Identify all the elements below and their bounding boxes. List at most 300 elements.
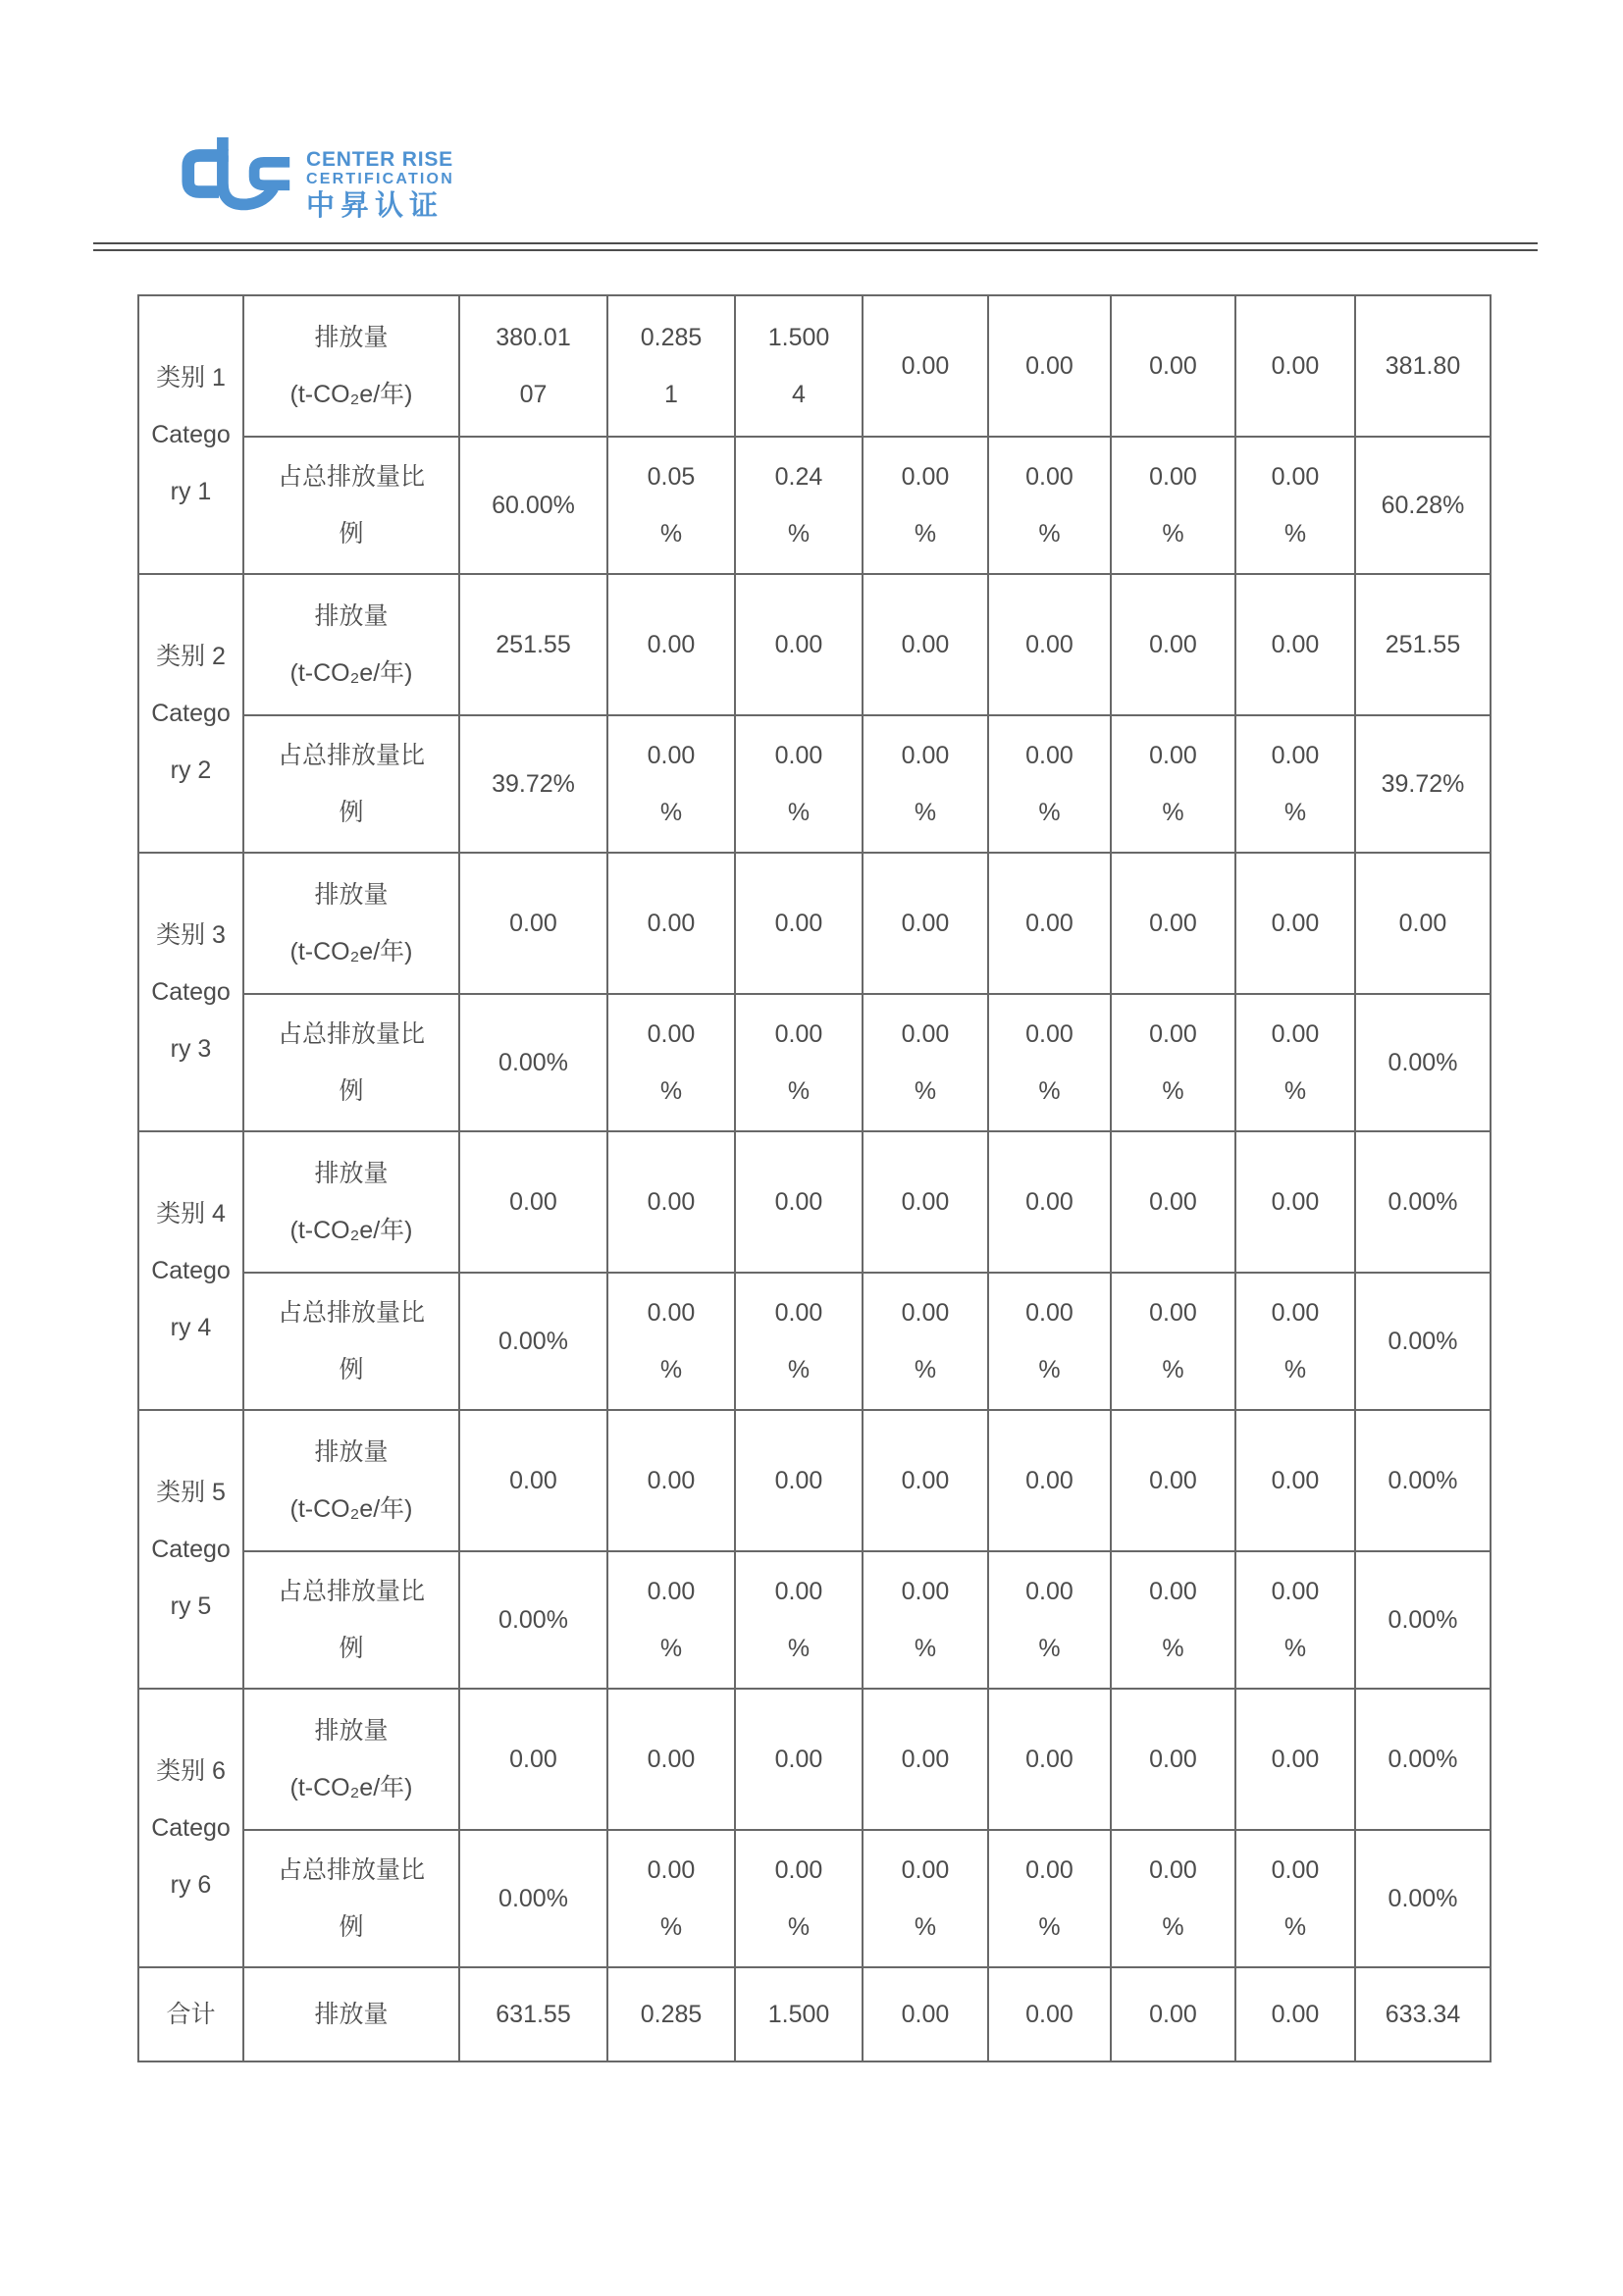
text-line: 0.00% bbox=[498, 1328, 568, 1355]
text-line: Catego bbox=[151, 700, 231, 727]
category-3-emission-value-8 bbox=[1355, 853, 1491, 994]
text-line: 0.00 bbox=[901, 1188, 950, 1216]
category-2-label bbox=[138, 574, 243, 853]
text-line: 0.00 bbox=[1149, 1020, 1197, 1048]
category-3-emission-row bbox=[138, 853, 1491, 994]
text-line: 0.00 bbox=[1025, 1188, 1073, 1216]
text-line: 0.00 bbox=[647, 1578, 696, 1605]
text-line: 0.00 bbox=[509, 1467, 557, 1494]
emissions-table-body bbox=[138, 295, 1491, 2061]
text-line: 0.00 bbox=[774, 1856, 823, 1884]
text-line: 排放量 bbox=[314, 602, 389, 630]
text-line: 0.00 bbox=[1271, 742, 1320, 769]
category-3-emission-value-6 bbox=[1111, 853, 1235, 994]
text-line: 0.00 bbox=[647, 1188, 696, 1216]
text-line: 0.00 bbox=[774, 1188, 823, 1216]
category-2-emission-value-5 bbox=[988, 574, 1111, 715]
total-label bbox=[138, 1967, 243, 2061]
category-2-share-value-6 bbox=[1111, 715, 1235, 853]
text-line: % bbox=[1162, 520, 1184, 548]
total-row bbox=[138, 1967, 1491, 2061]
text-line: (t-CO₂e/年) bbox=[289, 1495, 413, 1523]
text-line: Catego bbox=[151, 1814, 231, 1842]
text-line: % bbox=[1162, 1913, 1184, 1941]
text-line: 0.00 bbox=[1025, 910, 1073, 937]
category-5-emission-value-5 bbox=[988, 1410, 1111, 1551]
text-line: 0.00% bbox=[1387, 1746, 1458, 1773]
category-2-emission-value-1 bbox=[459, 574, 607, 715]
text-line: 0.00 bbox=[1025, 631, 1073, 658]
total-value-7 bbox=[1235, 1967, 1355, 2061]
text-line: % bbox=[787, 799, 811, 826]
category-3-share-value-2 bbox=[607, 994, 735, 1131]
category-5-emission-value-3 bbox=[735, 1410, 863, 1551]
category-3-share-value-1 bbox=[459, 994, 607, 1131]
category-1-share-value-5 bbox=[988, 437, 1111, 574]
category-1-share-value-6 bbox=[1111, 437, 1235, 574]
category-3-share-row bbox=[138, 994, 1491, 1131]
text-line: 0.00% bbox=[1387, 1606, 1458, 1634]
text-line: 0.00 bbox=[774, 742, 823, 769]
text-line: 0.00 bbox=[1025, 1856, 1073, 1884]
category-1-emission-value-4 bbox=[863, 295, 988, 437]
category-2-share-value-7 bbox=[1235, 715, 1355, 853]
text-line: 0.00 bbox=[647, 1020, 696, 1048]
category-5-emission-row bbox=[138, 1410, 1491, 1551]
text-line: 380.01 bbox=[496, 324, 571, 351]
text-line: 0.00% bbox=[498, 1049, 568, 1076]
text-line: % bbox=[1162, 799, 1184, 826]
category-5-share-value-7 bbox=[1235, 1551, 1355, 1689]
category-6-label bbox=[138, 1689, 243, 1967]
text-line: (t-CO₂e/年) bbox=[289, 381, 413, 408]
text-line: 0.00 bbox=[774, 1578, 823, 1605]
category-1-share-value-4 bbox=[863, 437, 988, 574]
text-line: 合计 bbox=[166, 2001, 216, 2028]
text-line: 例 bbox=[339, 1913, 364, 1941]
total-value-4 bbox=[863, 1967, 988, 2061]
text-line: % bbox=[1283, 1913, 1307, 1941]
category-5-emission-value-4 bbox=[863, 1410, 988, 1551]
text-line: % bbox=[1162, 1356, 1184, 1383]
text-line: 1.500 bbox=[767, 2001, 830, 2028]
text-line: % bbox=[914, 799, 937, 826]
text-line: 0.00 bbox=[774, 631, 823, 658]
text-line: 0.00 bbox=[1149, 2001, 1197, 2028]
text-line: 排放量 bbox=[314, 2001, 389, 2028]
emission-row-header bbox=[243, 853, 459, 994]
text-line: 0.00 bbox=[1398, 910, 1447, 937]
category-2-emission-value-7 bbox=[1235, 574, 1355, 715]
text-line: % bbox=[1038, 1913, 1061, 1941]
text-line: % bbox=[914, 1356, 937, 1383]
category-5-share-value-5 bbox=[988, 1551, 1111, 1689]
text-line: 0.00% bbox=[498, 1885, 568, 1912]
text-line: 0.00 bbox=[509, 910, 557, 937]
text-line: % bbox=[659, 799, 683, 826]
text-line: 39.72% bbox=[492, 770, 575, 798]
category-4-emission-row bbox=[138, 1131, 1491, 1273]
category-6-emission-value-5 bbox=[988, 1689, 1111, 1830]
emission-row-header bbox=[243, 295, 459, 437]
text-line: 0.00 bbox=[901, 352, 950, 380]
text-line: 0.00 bbox=[901, 1578, 950, 1605]
text-line: 0.00% bbox=[1387, 1049, 1458, 1076]
category-5-share-value-4 bbox=[863, 1551, 988, 1689]
text-line: Catego bbox=[151, 421, 231, 448]
category-2-share-value-4 bbox=[863, 715, 988, 853]
text-line: (t-CO₂e/年) bbox=[289, 1774, 413, 1801]
category-5-share-value-2 bbox=[607, 1551, 735, 1689]
category-6-emission-value-4 bbox=[863, 1689, 988, 1830]
category-6-share-value-6 bbox=[1111, 1830, 1235, 1967]
category-1-emission-value-8 bbox=[1355, 295, 1491, 437]
share-row-header bbox=[243, 994, 459, 1131]
text-line: ry 6 bbox=[170, 1871, 212, 1899]
text-line: % bbox=[1283, 1356, 1307, 1383]
text-line: 0.00 bbox=[1271, 631, 1320, 658]
text-line: 0.285 bbox=[640, 324, 703, 351]
text-line: 0.00 bbox=[647, 1467, 696, 1494]
text-line: % bbox=[659, 520, 683, 548]
category-5-share-row bbox=[138, 1551, 1491, 1689]
category-2-share-value-8 bbox=[1355, 715, 1491, 853]
category-5-share-value-3 bbox=[735, 1551, 863, 1689]
category-3-emission-value-3 bbox=[735, 853, 863, 994]
text-line: 0.00 bbox=[1271, 1299, 1320, 1327]
category-1-label bbox=[138, 295, 243, 574]
text-line: 1.500 bbox=[767, 324, 830, 351]
category-5-share-value-6 bbox=[1111, 1551, 1235, 1689]
category-4-emission-value-5 bbox=[988, 1131, 1111, 1273]
category-1-emission-value-7 bbox=[1235, 295, 1355, 437]
text-line: 0.00% bbox=[1387, 1467, 1458, 1494]
category-2-emission-value-3 bbox=[735, 574, 863, 715]
category-6-emission-value-3 bbox=[735, 1689, 863, 1830]
text-line: 占总排放量比 bbox=[277, 463, 425, 491]
category-3-share-value-3 bbox=[735, 994, 863, 1131]
text-line: % bbox=[787, 1913, 811, 1941]
category-4-emission-value-2 bbox=[607, 1131, 735, 1273]
text-line: ry 4 bbox=[170, 1314, 212, 1341]
text-line: 0.00 bbox=[901, 631, 950, 658]
category-4-share-row bbox=[138, 1273, 1491, 1410]
text-line: 0.00 bbox=[1149, 910, 1197, 937]
text-line: % bbox=[1162, 1077, 1184, 1105]
text-line: 0.00 bbox=[647, 742, 696, 769]
text-line: (t-CO₂e/年) bbox=[289, 938, 413, 965]
category-5-share-value-1 bbox=[459, 1551, 607, 1689]
category-3-share-value-5 bbox=[988, 994, 1111, 1131]
crc-logo bbox=[177, 135, 454, 224]
text-line: 0.00 bbox=[1271, 2001, 1320, 2028]
text-line: 0.00 bbox=[1149, 631, 1197, 658]
text-line: 0.00 bbox=[774, 1467, 823, 1494]
category-1-share-value-2 bbox=[607, 437, 735, 574]
text-line: 07 bbox=[519, 381, 548, 408]
category-6-emission-value-2 bbox=[607, 1689, 735, 1830]
text-line: % bbox=[659, 1356, 683, 1383]
category-4-label bbox=[138, 1131, 243, 1410]
header-divider bbox=[93, 242, 1538, 251]
logo-text bbox=[306, 135, 454, 224]
text-line: % bbox=[1283, 1635, 1307, 1662]
category-6-emission-value-8 bbox=[1355, 1689, 1491, 1830]
text-line: 0.00 bbox=[1271, 1188, 1320, 1216]
category-2-share-value-2 bbox=[607, 715, 735, 853]
text-line: 占总排放量比 bbox=[277, 1020, 425, 1048]
text-line: 0.00 bbox=[1271, 1467, 1320, 1494]
logo-title-en: CENTER RISE bbox=[306, 148, 453, 171]
category-3-emission-value-2 bbox=[607, 853, 735, 994]
category-5-label bbox=[138, 1410, 243, 1689]
category-4-emission-value-6 bbox=[1111, 1131, 1235, 1273]
text-line: % bbox=[787, 520, 811, 548]
text-line: 0.00 bbox=[1149, 1856, 1197, 1884]
text-line: % bbox=[1162, 1635, 1184, 1662]
text-line: 0.00 bbox=[1025, 1578, 1073, 1605]
text-line: 排放量 bbox=[314, 1438, 389, 1466]
text-line: % bbox=[914, 1635, 937, 1662]
text-line: ry 3 bbox=[170, 1035, 212, 1063]
category-4-share-value-3 bbox=[735, 1273, 863, 1410]
category-2-emission-value-6 bbox=[1111, 574, 1235, 715]
text-line: 0.00 bbox=[774, 1020, 823, 1048]
text-line: 0.00 bbox=[1149, 742, 1197, 769]
text-line: 占总排放量比 bbox=[277, 1299, 425, 1327]
text-line: % bbox=[1283, 1077, 1307, 1105]
emission-row-header bbox=[243, 1410, 459, 1551]
text-line: 排放量 bbox=[314, 1717, 389, 1745]
category-3-emission-value-7 bbox=[1235, 853, 1355, 994]
text-line: 0.00% bbox=[1387, 1188, 1458, 1216]
category-1-share-value-1 bbox=[459, 437, 607, 574]
text-line: 0.00 bbox=[1271, 910, 1320, 937]
emission-row-header bbox=[243, 1689, 459, 1830]
category-4-emission-value-7 bbox=[1235, 1131, 1355, 1273]
text-line: 0.05 bbox=[647, 463, 696, 491]
text-line: 39.72% bbox=[1381, 770, 1465, 798]
text-line: 0.00 bbox=[1149, 352, 1197, 380]
text-line: 251.55 bbox=[1385, 631, 1461, 658]
category-1-share-row bbox=[138, 437, 1491, 574]
text-line: % bbox=[1038, 799, 1061, 826]
text-line: 0.00 bbox=[774, 1299, 823, 1327]
text-line: % bbox=[659, 1635, 683, 1662]
logo-subtitle-en: CERTIFICATION bbox=[306, 171, 454, 188]
text-line: 0.00 bbox=[901, 1299, 950, 1327]
category-4-emission-value-4 bbox=[863, 1131, 988, 1273]
category-4-share-value-6 bbox=[1111, 1273, 1235, 1410]
text-line: 占总排放量比 bbox=[277, 1856, 425, 1884]
text-line: % bbox=[1038, 1077, 1061, 1105]
text-line: 0.00 bbox=[1149, 463, 1197, 491]
category-1-emission-value-2 bbox=[607, 295, 735, 437]
text-line: % bbox=[787, 1635, 811, 1662]
category-1-emission-value-6 bbox=[1111, 295, 1235, 437]
text-line: 60.28% bbox=[1381, 492, 1465, 519]
text-line: 例 bbox=[339, 799, 364, 826]
text-line: 类别 4 bbox=[156, 1200, 226, 1227]
text-line: 381.80 bbox=[1385, 352, 1461, 380]
text-line: 251.55 bbox=[496, 631, 571, 658]
category-3-emission-value-4 bbox=[863, 853, 988, 994]
text-line: 0.00 bbox=[1149, 1188, 1197, 1216]
text-line: 0.00 bbox=[901, 742, 950, 769]
text-line: % bbox=[914, 1913, 937, 1941]
logo-title-zh: 中昇认证 bbox=[306, 190, 445, 223]
category-4-share-value-4 bbox=[863, 1273, 988, 1410]
text-line: 0.00 bbox=[1025, 742, 1073, 769]
total-value-2 bbox=[607, 1967, 735, 2061]
text-line: 占总排放量比 bbox=[277, 742, 425, 769]
category-5-emission-value-7 bbox=[1235, 1410, 1355, 1551]
total-metric-label bbox=[243, 1967, 459, 2061]
category-3-label bbox=[138, 853, 243, 1131]
text-line: 例 bbox=[339, 1635, 364, 1662]
text-line: 0.00 bbox=[1271, 1578, 1320, 1605]
text-line: % bbox=[1283, 520, 1307, 548]
emission-row-header bbox=[243, 574, 459, 715]
category-6-share-value-2 bbox=[607, 1830, 735, 1967]
text-line: 类别 2 bbox=[156, 643, 226, 670]
text-line: 0.00 bbox=[901, 1467, 950, 1494]
text-line: ry 5 bbox=[170, 1592, 212, 1620]
share-row-header bbox=[243, 1551, 459, 1689]
text-line: 0.00 bbox=[1271, 1856, 1320, 1884]
category-6-share-value-4 bbox=[863, 1830, 988, 1967]
category-6-emission-row bbox=[138, 1689, 1491, 1830]
text-line: % bbox=[914, 1077, 937, 1105]
text-line: 1 bbox=[664, 381, 678, 408]
text-line: % bbox=[659, 1077, 683, 1105]
text-line: 类别 3 bbox=[156, 921, 226, 949]
category-6-share-value-7 bbox=[1235, 1830, 1355, 1967]
category-4-share-value-5 bbox=[988, 1273, 1111, 1410]
text-line: 0.00 bbox=[509, 1746, 557, 1773]
category-3-share-value-8 bbox=[1355, 994, 1491, 1131]
text-line: 例 bbox=[339, 520, 364, 548]
category-6-share-value-3 bbox=[735, 1830, 863, 1967]
text-line: 占总排放量比 bbox=[277, 1578, 425, 1605]
text-line: 60.00% bbox=[492, 492, 575, 519]
category-4-emission-value-8 bbox=[1355, 1131, 1491, 1273]
category-6-emission-value-1 bbox=[459, 1689, 607, 1830]
category-6-share-value-1 bbox=[459, 1830, 607, 1967]
category-4-share-value-7 bbox=[1235, 1273, 1355, 1410]
text-line: 0.00% bbox=[498, 1606, 568, 1634]
text-line: 排放量 bbox=[314, 881, 389, 909]
category-2-share-value-1 bbox=[459, 715, 607, 853]
emissions-table bbox=[137, 294, 1492, 2062]
text-line: ry 1 bbox=[170, 478, 212, 505]
text-line: % bbox=[1038, 1635, 1061, 1662]
text-line: 0.285 bbox=[640, 2001, 703, 2028]
text-line: 0.00 bbox=[1149, 1746, 1197, 1773]
text-line: 0.00 bbox=[1271, 1746, 1320, 1773]
total-value-5 bbox=[988, 1967, 1111, 2061]
text-line: 0.00 bbox=[1025, 352, 1073, 380]
text-line: 0.00 bbox=[647, 1856, 696, 1884]
category-6-share-value-8 bbox=[1355, 1830, 1491, 1967]
text-line: 0.00 bbox=[774, 910, 823, 937]
text-line: 排放量 bbox=[314, 1160, 389, 1187]
total-value-1 bbox=[459, 1967, 607, 2061]
category-1-share-value-8 bbox=[1355, 437, 1491, 574]
total-value-8 bbox=[1355, 1967, 1491, 2061]
text-line: 0.00 bbox=[774, 1746, 823, 1773]
text-line: Catego bbox=[151, 1257, 231, 1284]
text-line: 0.00 bbox=[1271, 463, 1320, 491]
category-5-emission-value-2 bbox=[607, 1410, 735, 1551]
text-line: 0.00 bbox=[901, 1856, 950, 1884]
text-line: % bbox=[1038, 520, 1061, 548]
text-line: 0.00 bbox=[901, 910, 950, 937]
category-3-share-value-4 bbox=[863, 994, 988, 1131]
text-line: 0.00 bbox=[647, 1746, 696, 1773]
category-1-emission-row bbox=[138, 295, 1491, 437]
text-line: (t-CO₂e/年) bbox=[289, 1217, 413, 1244]
category-4-share-value-1 bbox=[459, 1273, 607, 1410]
text-line: 0.00 bbox=[509, 1188, 557, 1216]
text-line: 排放量 bbox=[314, 324, 389, 351]
text-line: 631.55 bbox=[496, 2001, 571, 2028]
category-1-emission-value-1 bbox=[459, 295, 607, 437]
category-5-share-value-8 bbox=[1355, 1551, 1491, 1689]
category-4-share-value-8 bbox=[1355, 1273, 1491, 1410]
category-5-emission-value-1 bbox=[459, 1410, 607, 1551]
text-line: % bbox=[787, 1356, 811, 1383]
category-2-emission-row bbox=[138, 574, 1491, 715]
text-line: 例 bbox=[339, 1356, 364, 1383]
text-line: % bbox=[914, 520, 937, 548]
text-line: 0.00 bbox=[647, 1299, 696, 1327]
category-2-emission-value-4 bbox=[863, 574, 988, 715]
text-line: 0.00 bbox=[901, 463, 950, 491]
text-line: 0.00% bbox=[1387, 1885, 1458, 1912]
text-line: % bbox=[659, 1913, 683, 1941]
category-3-emission-value-1 bbox=[459, 853, 607, 994]
text-line: 4 bbox=[792, 381, 806, 408]
category-2-emission-value-8 bbox=[1355, 574, 1491, 715]
share-row-header bbox=[243, 437, 459, 574]
text-line: Catego bbox=[151, 1536, 231, 1563]
text-line: 0.00 bbox=[1025, 2001, 1073, 2028]
category-1-emission-value-5 bbox=[988, 295, 1111, 437]
category-6-emission-value-6 bbox=[1111, 1689, 1235, 1830]
category-5-emission-value-8 bbox=[1355, 1410, 1491, 1551]
category-5-emission-value-6 bbox=[1111, 1410, 1235, 1551]
category-1-share-value-7 bbox=[1235, 437, 1355, 574]
category-2-emission-value-2 bbox=[607, 574, 735, 715]
text-line: 0.00 bbox=[1149, 1299, 1197, 1327]
emission-row-header bbox=[243, 1131, 459, 1273]
text-line: ry 2 bbox=[170, 757, 212, 784]
text-line: (t-CO₂e/年) bbox=[289, 659, 413, 687]
category-3-share-value-6 bbox=[1111, 994, 1235, 1131]
text-line: 0.00 bbox=[647, 910, 696, 937]
text-line: 0.00 bbox=[1025, 463, 1073, 491]
category-1-share-value-3 bbox=[735, 437, 863, 574]
text-line: 0.00 bbox=[647, 631, 696, 658]
text-line: 类别 1 bbox=[156, 364, 226, 391]
text-line: 0.00 bbox=[1025, 1020, 1073, 1048]
text-line: % bbox=[1283, 799, 1307, 826]
category-6-emission-value-7 bbox=[1235, 1689, 1355, 1830]
category-6-share-row bbox=[138, 1830, 1491, 1967]
text-line: 0.00 bbox=[1025, 1299, 1073, 1327]
category-2-share-row bbox=[138, 715, 1491, 853]
